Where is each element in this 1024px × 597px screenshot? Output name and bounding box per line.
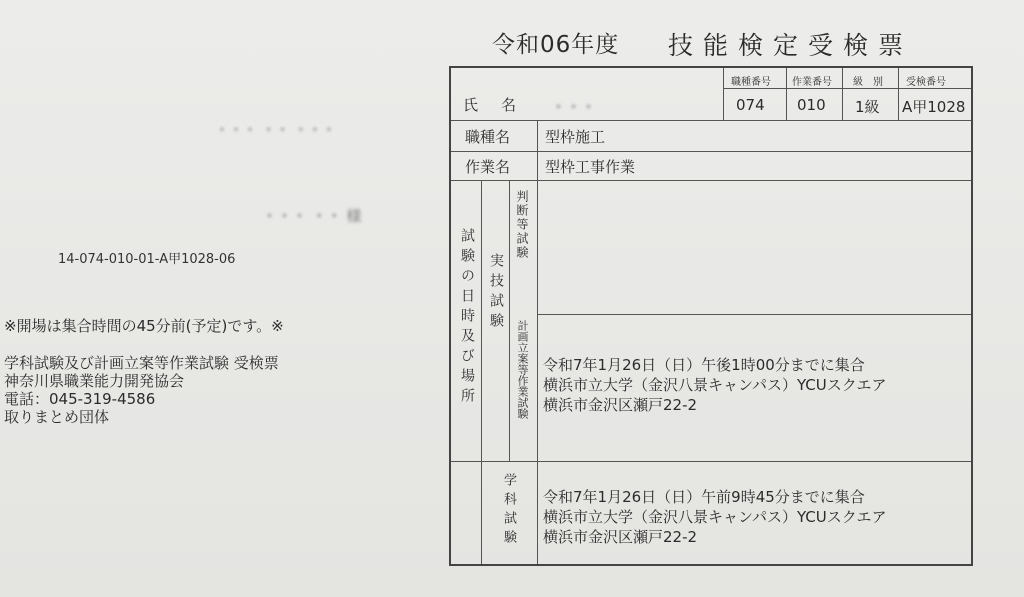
info-line-2: 神奈川県職業能力開発協会 bbox=[4, 372, 185, 390]
info-line-4: 取りまとめ団体 bbox=[4, 408, 110, 426]
judgment-label: 判断等試験 bbox=[515, 190, 529, 260]
name-label: 氏 名 bbox=[463, 96, 521, 114]
planning-date: 令和7年1月26日（日）午後1時00分までに集合 bbox=[543, 356, 865, 374]
opening-notice: ※開場は集合時間の45分前(予定)です。※ bbox=[4, 317, 284, 335]
practical-label: 実技試験 bbox=[488, 253, 504, 333]
academic-venue: 横浜市立大学（金沢八景キャンパス）YCUスクエア bbox=[543, 508, 887, 526]
planning-venue: 横浜市立大学（金沢八景キャンパス）YCUスクエア bbox=[543, 376, 887, 394]
code-header-exam-number: 受検番号 bbox=[906, 77, 946, 88]
occupation-label: 職種名 bbox=[465, 128, 511, 146]
code-work: 010 bbox=[797, 96, 826, 114]
work-value: 型枠工事作業 bbox=[545, 158, 636, 176]
academic-date: 令和7年1月26日（日）午前9時45分までに集合 bbox=[543, 488, 865, 506]
work-label: 作業名 bbox=[465, 158, 511, 176]
ticket-title: 技能検定受検票 bbox=[668, 31, 914, 60]
reference-code: 14-074-010-01-A甲1028-06 bbox=[58, 252, 236, 267]
ticket-form bbox=[449, 66, 973, 566]
planning-label: 計画立案等作業試験 bbox=[516, 320, 529, 419]
academic-label: 学科試験 bbox=[501, 473, 516, 549]
fiscal-year: 令和06年度 bbox=[492, 32, 620, 58]
code-grade: 1級 bbox=[855, 98, 880, 116]
section-label: 試験の日時及び場所 bbox=[459, 228, 475, 408]
code-header-grade: 級 別 bbox=[853, 77, 883, 88]
code-header-work: 作業番号 bbox=[792, 77, 832, 88]
occupation-value: 型枠施工 bbox=[545, 128, 606, 146]
info-line-1: 学科試験及び計画立案等作業試験 受検票 bbox=[4, 354, 279, 372]
code-exam-number: A甲1028 bbox=[902, 98, 966, 116]
name-value: ・・・ bbox=[551, 98, 597, 116]
info-line-3: 電話：045-319-4586 bbox=[4, 390, 156, 408]
academic-address: 横浜市金沢区瀬戸22-2 bbox=[543, 528, 698, 546]
code-occupation: 074 bbox=[736, 96, 765, 114]
planning-address: 横浜市金沢区瀬戸22-2 bbox=[543, 396, 698, 414]
recipient-name: ・・・ ・・ 様 bbox=[262, 207, 362, 225]
code-header-occupation: 職種番号 bbox=[731, 77, 771, 88]
blurred-address: ・・・ ・・ ・・・ bbox=[215, 123, 336, 139]
